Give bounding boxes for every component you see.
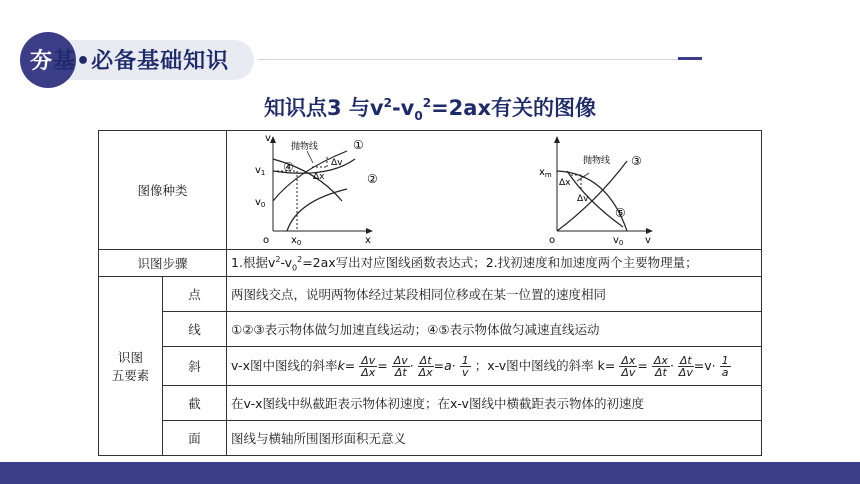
table-row: [99, 312, 762, 347]
g1-v0-label: $v_0$: [255, 197, 266, 209]
row-steps-text: 1.根据$v^2-v_0^2=2ax$写出对应图线函数表达式；2.找初速度和加速度两个主要物理量；: [227, 250, 762, 277]
key-cell: 面: [163, 421, 227, 456]
g2-dv-label: Δv: [577, 194, 589, 204]
g2-xm-label: $x_m$: [539, 167, 552, 179]
g1-dv-label: Δv: [331, 158, 343, 168]
knowledge-table: [98, 130, 762, 456]
g2-circle-3: ③: [631, 154, 642, 168]
graph-v-x: [255, 133, 378, 247]
footer-bar: [0, 462, 860, 484]
value-cell: 在v-x图线中纵截距表示物体初速度；在x-v图线中横截距表示物体的初速度: [227, 386, 762, 421]
section-title: 夯基•必备基础知识: [30, 49, 230, 74]
table-row: [99, 277, 762, 312]
page-subtitle: 知识点3 与$v^2-v_0^2=2ax$有关的图像: [263, 96, 597, 124]
table-row: [99, 131, 762, 250]
g1-circle-4: ④: [283, 160, 294, 174]
g1-v1-label: $v_1$: [255, 165, 266, 177]
value-cell: ①②③表示物体做匀加速直线运动；④⑤表示物体做匀减速直线运动: [227, 312, 762, 347]
table-row: [99, 250, 762, 277]
slope-formula-cell: v-x图中图线的斜率k= $\frac{\Delta v}{\Delta x}$ = $\frac{\Delta v}{\Delta t}$ · $\frac{\Delta t}{\Delta x}$ =a· $\frac{1}{v}$ ；x-v图中图线的斜率 k= $\frac{\Delta x}{\Delta v}$ = $\frac{\Delta x}{\Delta t}$ · $\frac{\Delta t}{\Delta v}$ =v· $\frac{1}{a}$: [227, 347, 762, 386]
value-cell: 两图线交点，说明两物体经过某段相同位移或在某一位置的速度相同: [227, 277, 762, 312]
graph-x-v: [539, 136, 653, 247]
g1-origin-label: o: [263, 235, 270, 246]
key-cell: 截: [163, 386, 227, 421]
g1-parabola-label: 抛物线: [291, 142, 319, 152]
graphs-svg: [227, 131, 759, 249]
header-accent-dash: [678, 57, 702, 60]
g2-origin-label: o: [549, 235, 556, 246]
key-cell: 斜: [163, 347, 227, 386]
g1-x0-label: $x_0$: [291, 235, 302, 247]
g2-circle-5: ⑤: [615, 206, 626, 220]
g1-circle-2: ②: [367, 172, 378, 186]
g2-parabola-label: 抛物线: [583, 156, 611, 166]
g1-circle-1: ①: [353, 138, 364, 152]
table-row: [99, 347, 762, 386]
g1-x-axis-label: x: [365, 235, 371, 246]
g2-v0-label: $v_0$: [613, 235, 624, 247]
g2-v-axis-label: v: [645, 235, 651, 246]
g1-y-axis-label: v: [265, 133, 271, 144]
row-label-steps: 识图步骤: [99, 250, 227, 277]
header-divider: [258, 59, 701, 60]
graph-area: [227, 131, 761, 249]
g1-dx-label: Δx: [313, 172, 325, 182]
row-label-graph-types: 图像种类: [99, 131, 227, 250]
value-cell: 图线与横轴所围图形面积无意义: [227, 421, 762, 456]
table-row: [99, 386, 762, 421]
table-row: [99, 421, 762, 456]
group-label: 识图 五要素: [99, 277, 163, 456]
g2-dx-label: Δx: [559, 178, 571, 188]
key-cell: 线: [163, 312, 227, 347]
key-cell: 点: [163, 277, 227, 312]
